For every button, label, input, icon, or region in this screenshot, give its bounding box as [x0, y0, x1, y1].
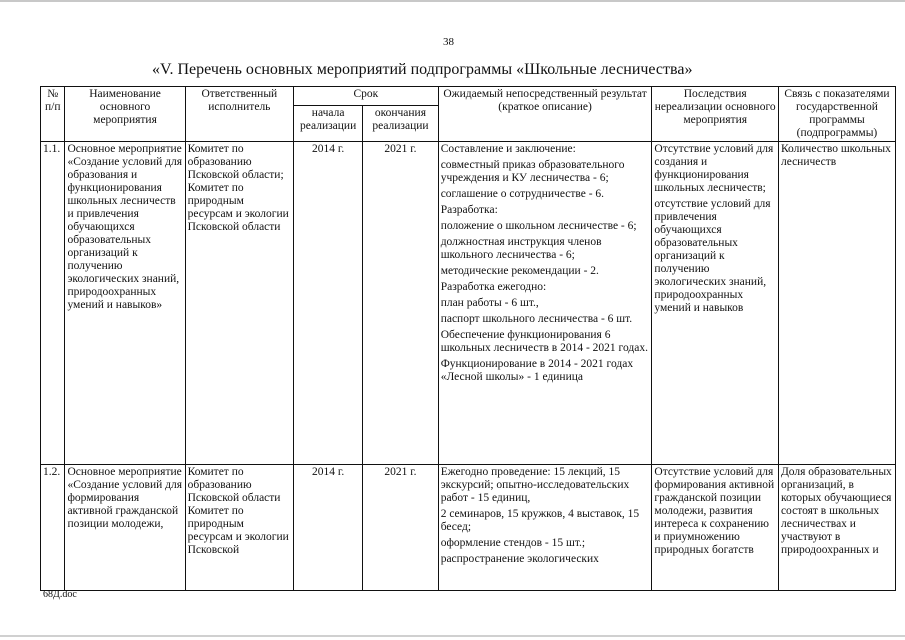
header-term-end: окончания реализации — [363, 106, 439, 142]
row-end: 2021 г. — [363, 142, 439, 465]
row-num: 1.2. — [41, 465, 65, 591]
page-title: «V. Перечень основных мероприятий подпрограммы «Школьные лесничества» — [152, 61, 693, 78]
row-measure-name: Основное мероприятие «Создание условий для формирования активной гражданской позиции молодежи, — [65, 465, 185, 591]
result-line: совместный приказ образовательного учреждения и КУ лесничества - 6; — [440, 159, 625, 184]
table-row — [41, 465, 896, 591]
page-number: 38 — [443, 36, 454, 48]
result-line: методические рекомендации - 2. — [440, 265, 599, 277]
result-line: оформление стендов - 15 шт.; — [440, 537, 586, 550]
row-consequences — [652, 142, 779, 465]
result-line: распространение экологических — [440, 553, 599, 566]
header-num: № п/п — [41, 87, 65, 142]
row-consequences — [652, 465, 779, 591]
header-term-start: начала реализации — [294, 106, 363, 142]
table-row — [41, 142, 896, 465]
result-line: Функционирование в 2014 - 2021 годах «Лесной школы» - 1 единица — [440, 358, 634, 383]
row-result — [438, 142, 652, 465]
row-start: 2014 г. — [294, 465, 363, 591]
result-line: 2 семинаров, 15 кружков, 4 выставок, 15 бесед; — [440, 508, 640, 534]
measures-table — [40, 86, 896, 591]
consequence-line: Отсутствие условий для формирования активной гражданской позиции молодежи, развития интереса к сохранению и приумножению природных богатств — [654, 466, 775, 557]
result-line: Обеспечение функционирования 6 школьных лесничеств в 2014 - 2021 годах. — [440, 329, 648, 354]
result-line: должностная инструкция членов школьного лесничества - 6; — [440, 236, 602, 261]
scan-top-edge — [0, 0, 905, 2]
result-line: соглашение о сотрудничестве - 6. — [440, 188, 605, 200]
result-line: паспорт школьного лесничества - 6 шт. — [440, 313, 633, 325]
row-executor: Комитет по образованию Псковской области; Комитет по природным ресурсам и экологии Псковской области — [185, 142, 293, 465]
result-line: Составление и заключение: — [440, 143, 576, 155]
row-start: 2014 г. — [294, 142, 363, 465]
header-consequences: Последствия нереализации основного мероприятия — [652, 87, 779, 142]
footer-filename: 68Д.doc — [43, 589, 77, 600]
header-term: Срок — [294, 87, 439, 106]
header-executor: Ответственный исполнитель — [185, 87, 293, 142]
row-measure-name: Основное мероприятие «Создание условий для образования и функционирования школьных лесничеств и привлечения обучающихся образовательных организаций к получению экологических знаний, природоохранных умений и навыков» — [65, 142, 185, 465]
result-line: положение о школьном лесничестве - 6; — [440, 220, 637, 232]
result-line: Ежегодно проведение: 15 лекций, 15 экскурсий; опытно-исследовательских работ - 15 единиц, — [440, 466, 630, 505]
row-num: 1.1. — [41, 142, 65, 465]
scan-bottom-edge — [0, 635, 905, 637]
table-header-row — [41, 87, 896, 106]
row-indicator-link: Доля образовательных организаций, в которых обучающиеся состоят в школьных лесничествах и участвуют в природоохранных и — [778, 465, 895, 591]
row-end: 2021 г. — [363, 465, 439, 591]
header-link: Связь с показателями государственной программы (подпрограммы) — [778, 87, 895, 142]
header-result: Ожидаемый непосредственный результат (краткое описание) — [438, 87, 652, 142]
consequence-line: Отсутствие условий для создания и функционирования школьных лесничеств; — [654, 143, 774, 194]
result-line: план работы - 6 шт., — [440, 297, 539, 309]
row-indicator-link: Количество школьных лесничеств — [778, 142, 895, 465]
result-line: Разработка: — [440, 204, 498, 216]
result-line: Разработка ежегодно: — [440, 281, 547, 293]
consequence-line: отсутствие условий для привлечения обучающихся образовательных организаций к получению экологических знаний, природоохранных умений и навыков — [654, 198, 771, 314]
header-name: Наименование основного мероприятия — [65, 87, 185, 142]
row-result — [438, 465, 652, 591]
row-executor: Комитет по образованию Псковской области Комитет по природным ресурсам и экологии Псковской — [185, 465, 293, 591]
